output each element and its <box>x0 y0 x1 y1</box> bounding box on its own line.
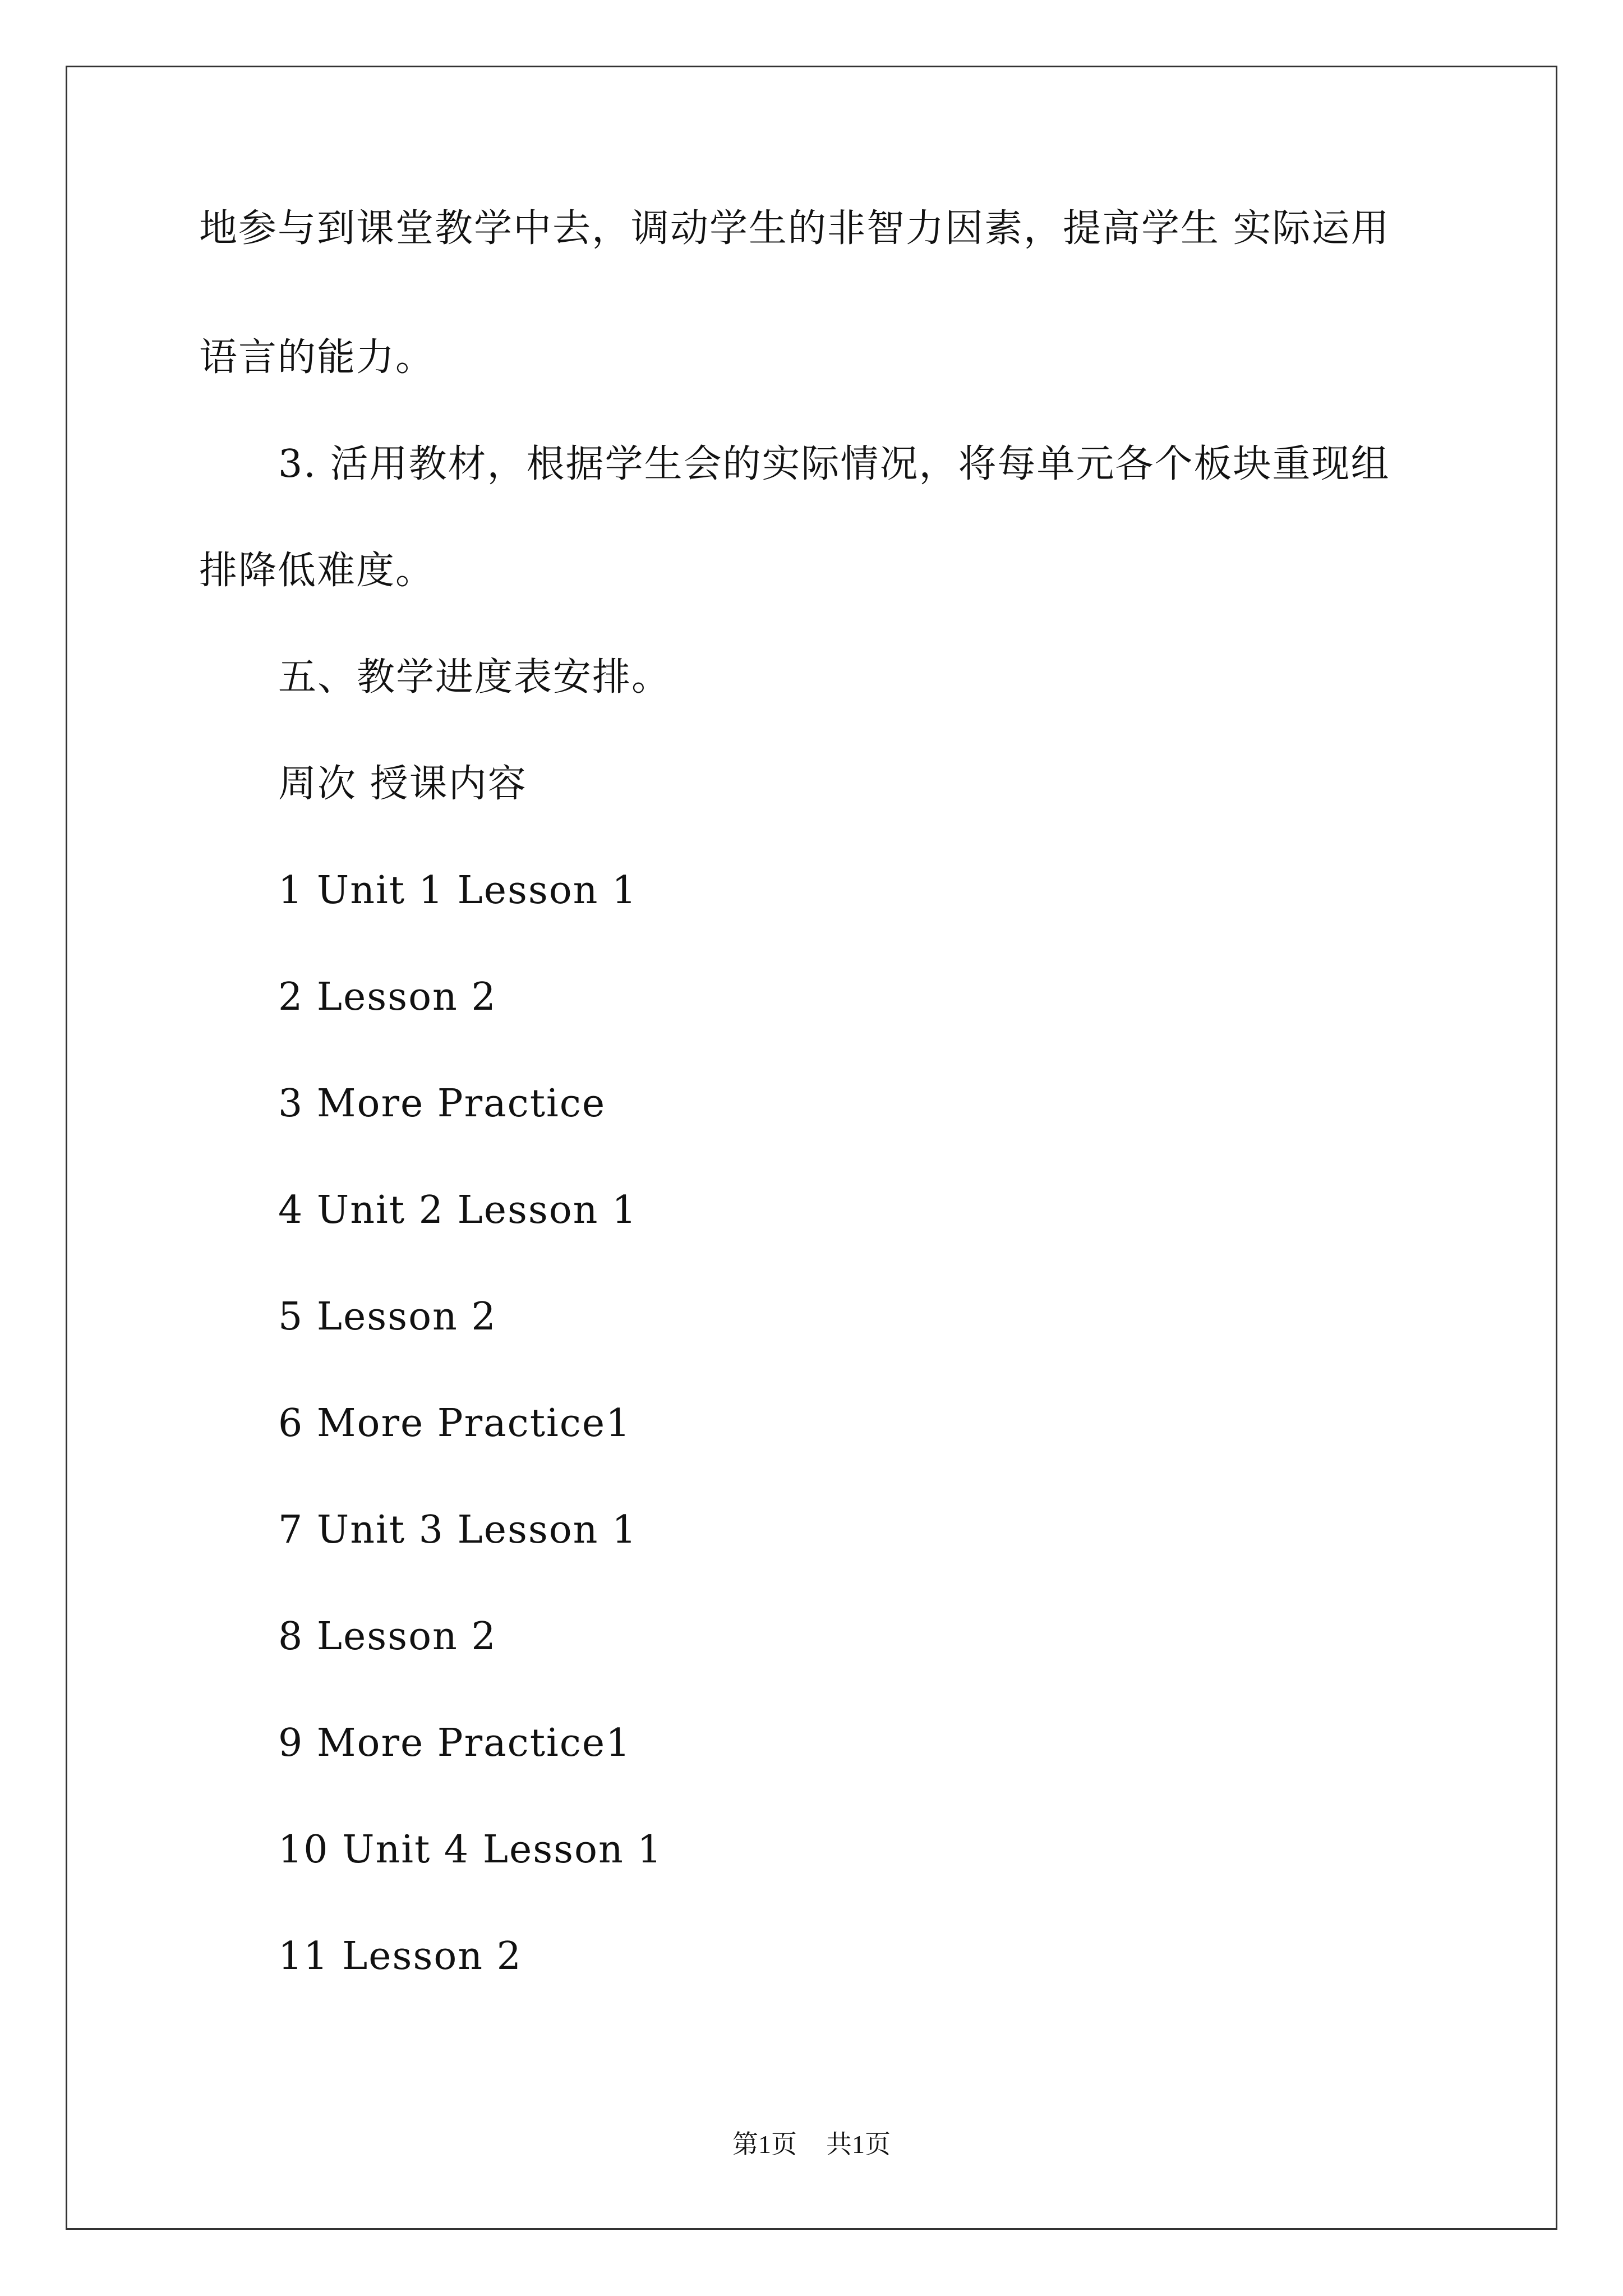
section-heading: 五、教学进度表安排。 <box>278 655 671 700</box>
paragraph-line: 排降低难度。 <box>199 549 435 593</box>
schedule-row: 2 Lesson 2 <box>278 975 497 1019</box>
schedule-row: 4 Unit 2 Lesson 1 <box>278 1188 638 1232</box>
page-total: 共1页 <box>826 2130 891 2159</box>
paragraph-line: 语言的能力。 <box>199 335 435 380</box>
paragraph-line: 地参与到课堂教学中去，调动学生的非智力因素，提高学生 实际运用 <box>199 206 1390 251</box>
schedule-row: 8 Lesson 2 <box>278 1614 497 1659</box>
schedule-row: 5 Lesson 2 <box>278 1295 497 1339</box>
schedule-row: 3 More Practice <box>278 1082 606 1126</box>
page-number: 第1页 <box>732 2130 797 2159</box>
schedule-row: 1 Unit 1 Lesson 1 <box>278 868 638 913</box>
schedule-row: 10 Unit 4 Lesson 1 <box>278 1828 663 1872</box>
page-border <box>66 66 1557 2230</box>
schedule-header: 周次 授课内容 <box>278 762 527 806</box>
schedule-row: 11 Lesson 2 <box>278 1934 522 1978</box>
paragraph-line: 3. 活用教材，根据学生会的实际情况，将每单元各个板块重现组 <box>278 442 1390 486</box>
schedule-row: 6 More Practice1 <box>278 1401 631 1446</box>
schedule-row: 7 Unit 3 Lesson 1 <box>278 1508 638 1552</box>
schedule-row: 9 More Practice1 <box>278 1721 631 1765</box>
page-footer <box>0 2129 1623 2160</box>
